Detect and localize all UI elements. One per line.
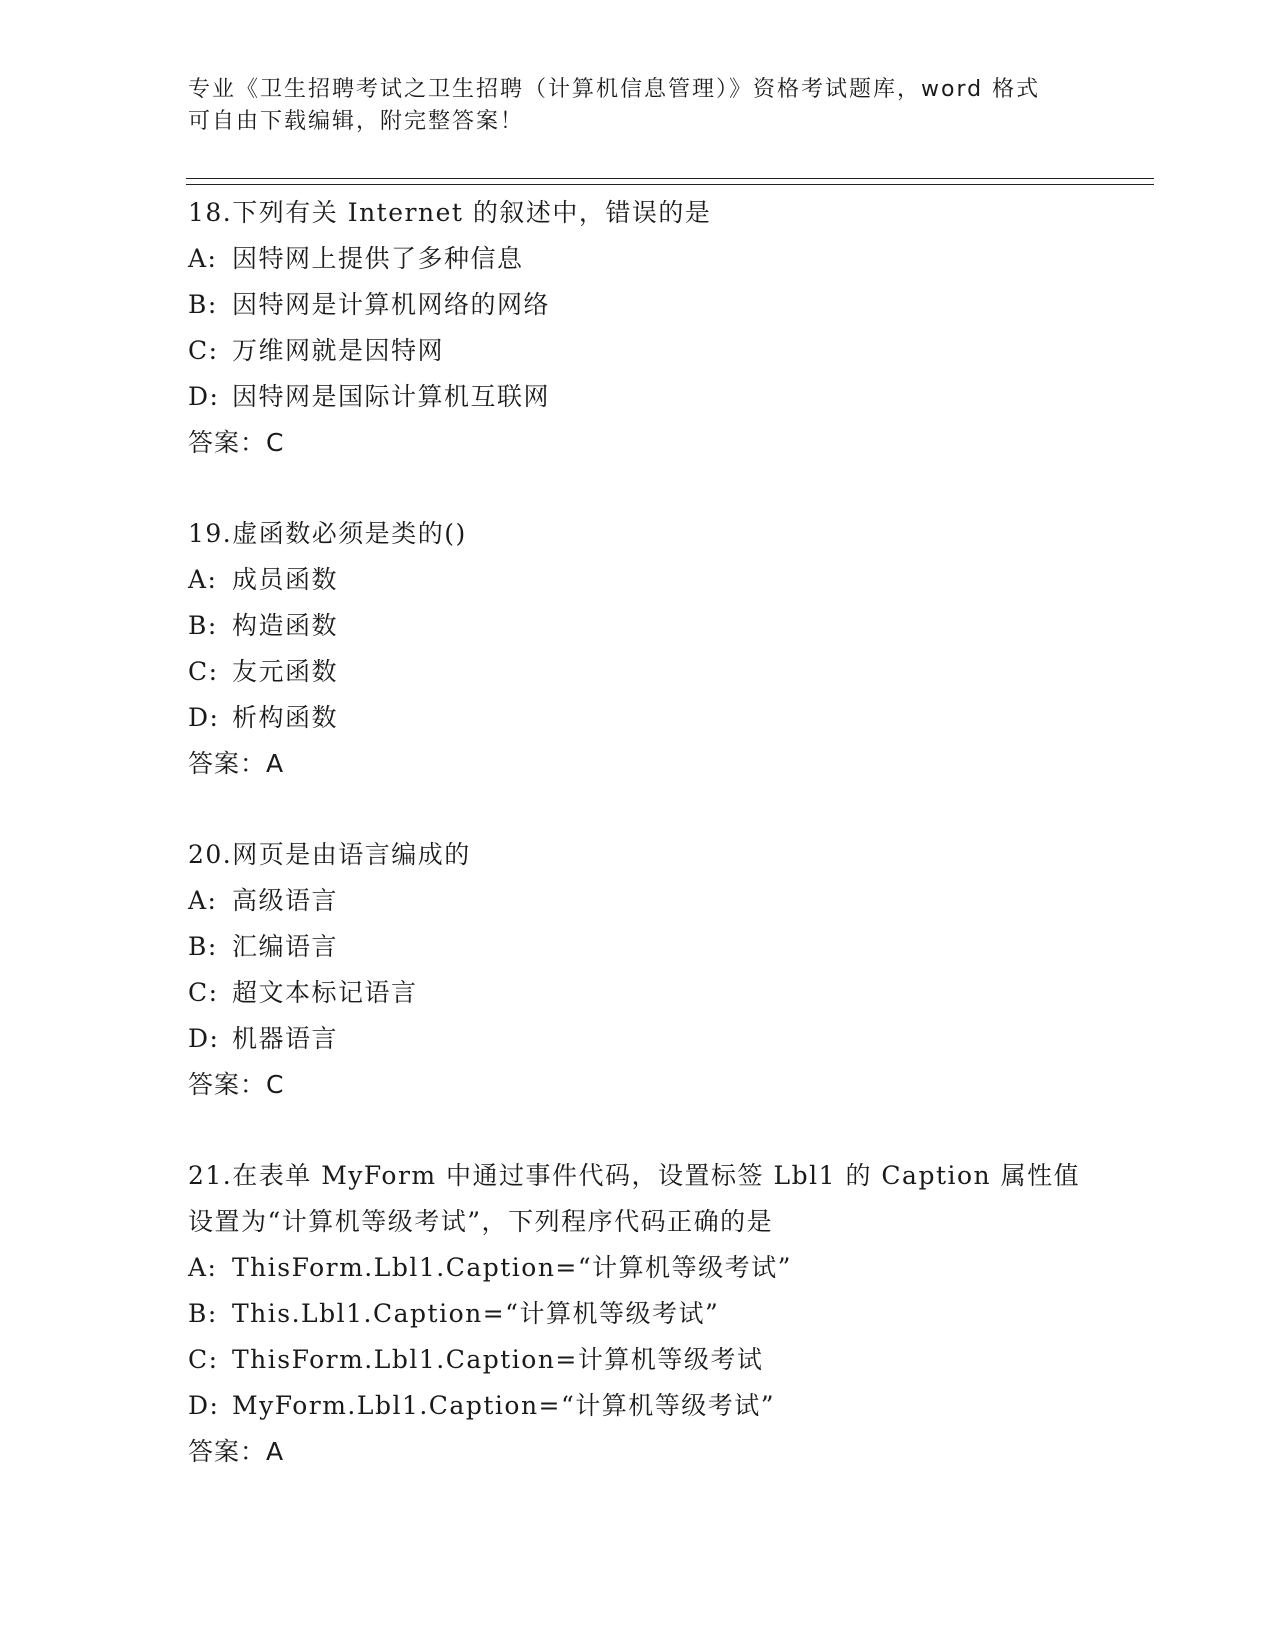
answer-option <box>188 328 1108 374</box>
answer-option <box>188 236 1108 282</box>
header-divider-top <box>186 178 1154 179</box>
option-text: ThisForm.Lbl1.Caption=计算机等级考试 <box>232 1345 764 1374</box>
option-letter: C: <box>188 336 219 365</box>
option-letter: B: <box>188 611 218 640</box>
answer-option <box>188 924 1108 970</box>
option-text: MyForm.Lbl1.Caption=“计算机等级考试” <box>232 1391 776 1420</box>
option-text: 汇编语言 <box>232 932 339 961</box>
answer-option <box>188 970 1108 1016</box>
option-letter: D: <box>188 703 220 732</box>
option-letter: C: <box>188 1345 219 1374</box>
option-letter: C: <box>188 978 219 1007</box>
answer-option <box>188 1245 1108 1291</box>
option-letter: A: <box>188 1253 218 1282</box>
answer-key: 答案：A <box>188 1437 285 1466</box>
option-text: ThisForm.Lbl1.Caption=“计算机等级考试” <box>232 1253 792 1282</box>
option-text: 因特网是国际计算机互联网 <box>232 382 551 411</box>
question-block <box>188 832 1108 1108</box>
option-text: 因特网是计算机网络的网络 <box>232 290 551 319</box>
option-text: 高级语言 <box>232 886 339 915</box>
question-stem-line: 设置为“计算机等级考试”，下列程序代码正确的是 <box>188 1207 774 1236</box>
option-text: 机器语言 <box>232 1024 339 1053</box>
option-letter: C: <box>188 657 219 686</box>
question-block <box>188 511 1108 787</box>
question-stem <box>188 1153 1108 1245</box>
answer-option <box>188 1016 1108 1062</box>
header-divider-bottom <box>186 184 1154 185</box>
answer-option <box>188 878 1108 924</box>
option-letter: A: <box>188 565 218 594</box>
option-letter: A: <box>188 244 218 273</box>
answer-option <box>188 1337 1108 1383</box>
answer-option <box>188 374 1108 420</box>
header-line-1: 专业《卫生招聘考试之卫生招聘（计算机信息管理）》资格考试题库，word 格式 <box>188 77 1041 102</box>
option-text: 因特网上提供了多种信息 <box>232 244 524 273</box>
option-text: 成员函数 <box>232 565 339 594</box>
option-text: 析构函数 <box>232 703 339 732</box>
answer-key: 答案：A <box>188 749 285 778</box>
answer-option <box>188 1383 1108 1429</box>
question-stem <box>188 832 1108 878</box>
option-text: This.Lbl1.Caption=“计算机等级考试” <box>232 1299 720 1328</box>
option-text: 超文本标记语言 <box>232 978 418 1007</box>
question-stem-line: 18.下列有关 Internet 的叙述中，错误的是 <box>188 198 712 227</box>
option-letter: B: <box>188 932 218 961</box>
option-text: 友元函数 <box>232 657 339 686</box>
answer-option <box>188 557 1108 603</box>
answer-option <box>188 695 1108 741</box>
option-text: 万维网就是因特网 <box>232 336 445 365</box>
answer-option <box>188 603 1108 649</box>
question-block <box>188 190 1108 466</box>
option-text: 构造函数 <box>232 611 339 640</box>
option-letter: B: <box>188 290 218 319</box>
option-letter: D: <box>188 382 220 411</box>
header-line-2: 可自由下载编辑，附完整答案！ <box>188 109 525 134</box>
option-letter: B: <box>188 1299 218 1328</box>
question-block <box>188 1153 1108 1475</box>
question-stem-line: 20.网页是由语言编成的 <box>188 840 471 869</box>
document-header <box>188 74 1088 138</box>
answer-option <box>188 1291 1108 1337</box>
question-stem <box>188 511 1108 557</box>
answer-key: 答案：C <box>188 1070 285 1099</box>
option-letter: D: <box>188 1391 220 1420</box>
answer-option <box>188 649 1108 695</box>
question-stem <box>188 190 1108 236</box>
answer-option <box>188 282 1108 328</box>
option-letter: A: <box>188 886 218 915</box>
option-letter: D: <box>188 1024 220 1053</box>
question-stem-line: 19.虚函数必须是类的() <box>188 519 467 548</box>
question-list <box>188 190 1108 1520</box>
question-stem-line: 21.在表单 MyForm 中通过事件代码，设置标签 Lbl1 的 Caption 属性值 <box>188 1161 1081 1190</box>
answer-key: 答案：C <box>188 428 285 457</box>
